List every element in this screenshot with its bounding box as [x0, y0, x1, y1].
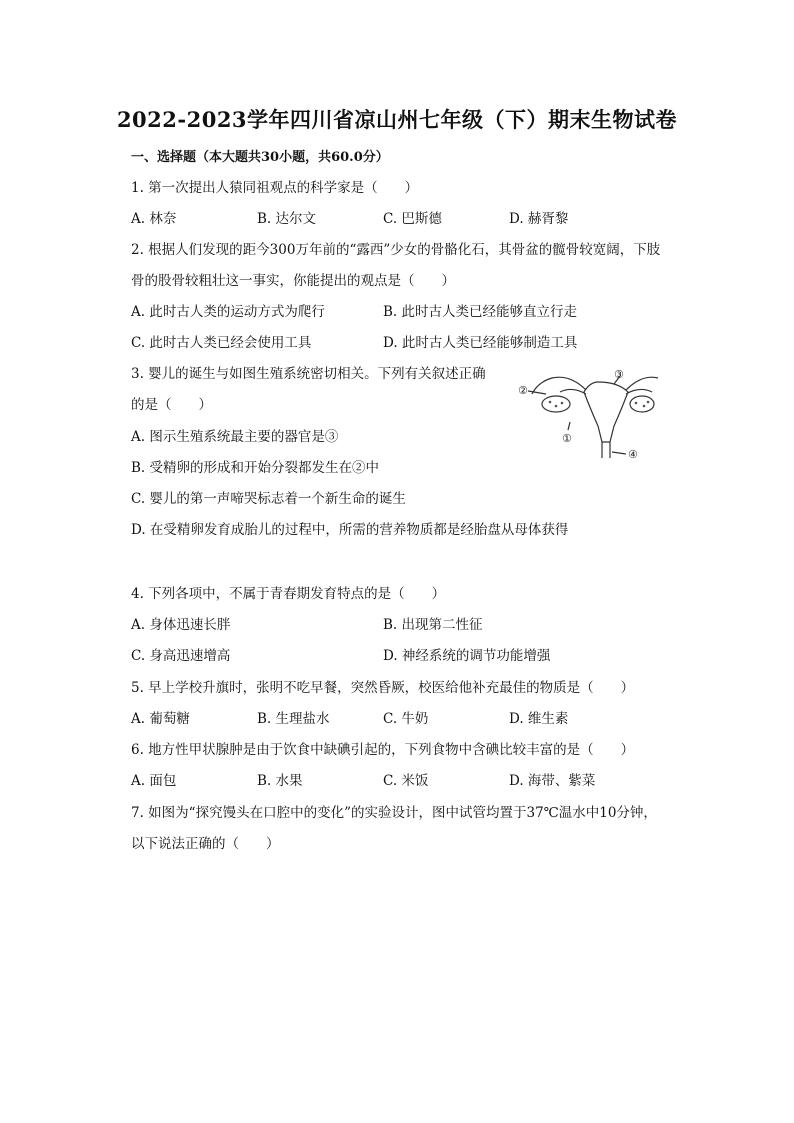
- q5-option-c: C. 牛奶: [383, 711, 429, 727]
- q4-option-b: B. 出现第二性征: [383, 617, 483, 633]
- exam-title: 2022-2023学年四川省凉山州七年级（下）期末生物试卷: [116, 107, 678, 132]
- question-7-stem-line1: 7. 如图为“探究馒头在口腔中的变化”的实验设计，图中试管均置于37℃温水中10分钟，: [131, 805, 657, 821]
- q6-option-c: C. 米饭: [383, 773, 429, 789]
- figure-label-3: ③: [614, 368, 624, 381]
- q4-option-d: D. 神经系统的调节功能增强: [383, 648, 551, 664]
- q3-option-d: D. 在受精卵发育成胎儿的过程中，所需的营养物质都是经胎盘从母体获得: [131, 522, 569, 538]
- q5-option-b: B. 生理盐水: [257, 711, 330, 727]
- question-4-stem: 4. 下列各项中，不属于青春期发育特点的是（ ）: [131, 586, 446, 602]
- question-3-stem-line2: 的是（ ）: [131, 397, 212, 413]
- q3-option-c: C. 婴儿的第一声啼哭标志着一个新生命的诞生: [131, 491, 406, 507]
- q4-option-c: C. 身高迅速增高: [131, 648, 231, 664]
- q1-option-c: C. 巴斯德: [383, 211, 442, 227]
- q1-option-b: B. 达尔文: [257, 211, 317, 227]
- q5-option-d: D. 维生素: [509, 711, 569, 727]
- q1-option-a: A. 林奈: [131, 211, 177, 227]
- question-1-stem: 1. 第一次提出人猿同祖观点的科学家是（ ）: [131, 180, 419, 196]
- q5-option-a: A. 葡萄糖: [131, 711, 190, 727]
- q6-option-a: A. 面包: [131, 773, 177, 789]
- q2-option-c: C. 此时古人类已经会使用工具: [131, 335, 312, 351]
- figure-label-1: ①: [562, 432, 572, 445]
- q2-option-a: A. 此时古人类的运动方式为爬行: [131, 304, 325, 320]
- q1-option-d: D. 赫胥黎: [509, 211, 569, 227]
- q2-option-d: D. 此时古人类已经能够制造工具: [383, 335, 578, 351]
- question-7-stem-line2: 以下说法正确的（ ）: [131, 836, 280, 852]
- figure-label-2: ②: [518, 384, 528, 397]
- q6-option-b: B. 水果: [257, 773, 303, 789]
- question-6-stem: 6. 地方性甲状腺肿是由于饮食中缺碘引起的，下列食物中含碘比较丰富的是（ ）: [131, 742, 635, 758]
- q4-option-a: A. 身体迅速长胖: [131, 617, 231, 633]
- female-reproductive-system-figure: [518, 364, 658, 464]
- q3-option-a: A. 图示生殖系统最主要的器官是③: [131, 429, 339, 445]
- q6-option-d: D. 海带、紫菜: [509, 773, 596, 789]
- question-3-stem-line1: 3. 婴儿的诞生与如图生殖系统密切相关。下列有关叙述正确: [131, 366, 486, 382]
- section-heading: 一、选择题（本大题共30小题，共60.0分）: [131, 150, 389, 165]
- q3-option-b: B. 受精卵的形成和开始分裂都发生在②中: [131, 460, 380, 476]
- question-2-stem-line2: 骨的股骨较粗壮这一事实，你能提出的观点是（ ）: [131, 273, 455, 289]
- question-5-stem: 5. 早上学校升旗时，张明不吃早餐，突然昏厥，校医给他补充最佳的物质是（ ）: [131, 680, 635, 696]
- question-2-stem-line1: 2. 根据人们发现的距今300万年前的“露西”少女的骨骼化石，其骨盆的髋骨较宽阔，下肢: [131, 242, 661, 258]
- q2-option-b: B. 此时古人类已经能够直立行走: [383, 304, 578, 320]
- figure-label-4: ④: [628, 448, 638, 461]
